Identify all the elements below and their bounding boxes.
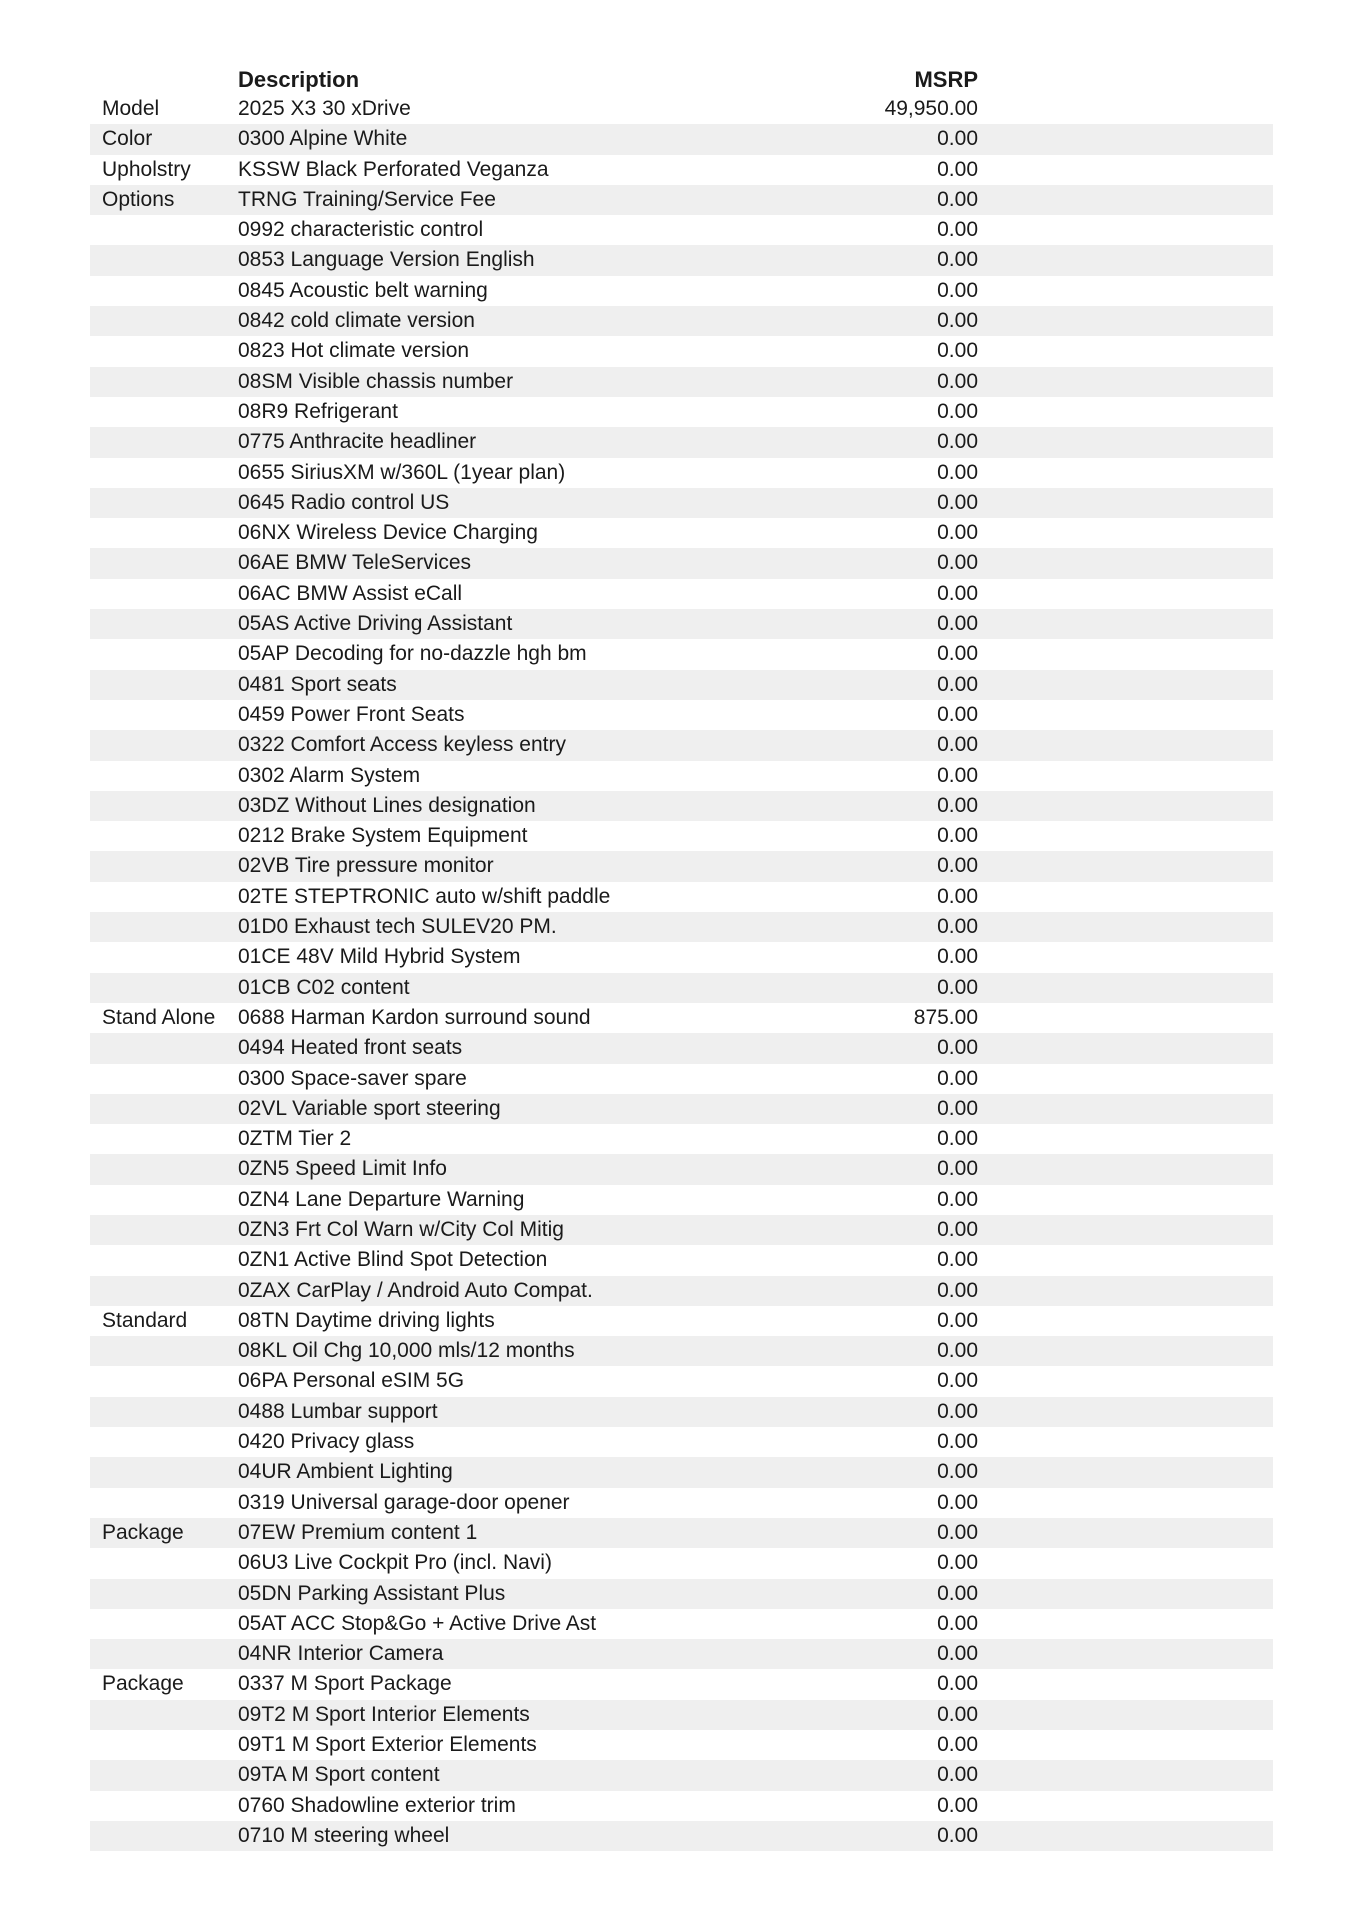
table-row xyxy=(90,397,1273,427)
msrp-cell: 0.00 xyxy=(937,702,978,726)
table-row xyxy=(90,367,1273,397)
category-cell: Color xyxy=(102,127,153,151)
msrp-cell: 0.00 xyxy=(937,824,978,848)
table-row xyxy=(90,1215,1273,1245)
table-row xyxy=(90,730,1273,760)
table-row xyxy=(90,245,1273,275)
description-cell: 0710 M steering wheel xyxy=(238,1823,450,1847)
description-cell: 0655 SiriusXM w/360L (1year plan) xyxy=(238,460,566,484)
msrp-cell: 0.00 xyxy=(937,793,978,817)
msrp-cell: 0.00 xyxy=(937,733,978,757)
table-row xyxy=(90,1548,1273,1578)
table-row xyxy=(90,276,1273,306)
description-cell: 0645 Radio control US xyxy=(238,490,450,514)
table-row xyxy=(90,1791,1273,1821)
msrp-cell: 0.00 xyxy=(937,884,978,908)
description-cell: 0ZN1 Active Blind Spot Detection xyxy=(238,1248,548,1272)
msrp-cell: 0.00 xyxy=(937,218,978,242)
description-cell: KSSW Black Perforated Veganza xyxy=(238,157,549,181)
msrp-cell: 0.00 xyxy=(937,1096,978,1120)
msrp-cell: 0.00 xyxy=(937,248,978,272)
msrp-cell: 0.00 xyxy=(937,672,978,696)
table-row xyxy=(90,670,1273,700)
msrp-cell: 0.00 xyxy=(937,369,978,393)
msrp-cell: 0.00 xyxy=(937,309,978,333)
description-cell: 09TA M Sport content xyxy=(238,1763,440,1787)
msrp-cell: 0.00 xyxy=(937,460,978,484)
msrp-cell: 49,950.00 xyxy=(884,97,978,120)
description-cell: 09T1 M Sport Exterior Elements xyxy=(238,1733,537,1757)
table-row xyxy=(90,548,1273,578)
category-cell: Package xyxy=(102,1520,184,1544)
msrp-cell: 0.00 xyxy=(937,1036,978,1060)
description-cell: 05AS Active Driving Assistant xyxy=(238,612,513,636)
description-cell: 0823 Hot climate version xyxy=(238,339,470,363)
msrp-cell: 0.00 xyxy=(937,1278,978,1302)
description-cell: 06U3 Live Cockpit Pro (incl. Navi) xyxy=(238,1551,552,1575)
description-cell: 0420 Privacy glass xyxy=(238,1430,415,1454)
table-row xyxy=(90,1639,1273,1669)
description-cell: 03DZ Without Lines designation xyxy=(238,793,536,817)
description-cell: 0212 Brake System Equipment xyxy=(238,824,528,848)
table-row xyxy=(90,942,1273,972)
description-cell: 0ZAX CarPlay / Android Auto Compat. xyxy=(238,1278,593,1302)
msrp-cell: 0.00 xyxy=(937,1217,978,1241)
msrp-cell: 0.00 xyxy=(937,1823,978,1847)
table-row xyxy=(90,1669,1273,1699)
description-cell: 04NR Interior Camera xyxy=(238,1642,444,1666)
category-cell: Options xyxy=(102,187,175,211)
description-cell: 05AT ACC Stop&Go + Active Drive Ast xyxy=(238,1611,597,1635)
table-row xyxy=(90,458,1273,488)
msrp-cell: 0.00 xyxy=(937,975,978,999)
table-row xyxy=(90,94,1273,124)
msrp-cell: 0.00 xyxy=(937,1369,978,1393)
table-row xyxy=(90,306,1273,336)
description-cell: 0494 Heated front seats xyxy=(238,1036,463,1060)
category-cell: Model xyxy=(102,97,160,120)
msrp-cell: 0.00 xyxy=(937,127,978,151)
description-cell: 0300 Alpine White xyxy=(238,127,408,151)
table-row xyxy=(90,1821,1273,1851)
table-row xyxy=(90,1579,1273,1609)
table-row xyxy=(90,1154,1273,1184)
msrp-cell: 0.00 xyxy=(937,612,978,636)
table-row xyxy=(90,1730,1273,1760)
description-cell: TRNG Training/Service Fee xyxy=(238,187,496,211)
description-cell: 04UR Ambient Lighting xyxy=(238,1460,453,1484)
msrp-cell: 0.00 xyxy=(937,1157,978,1181)
category-cell: Standard xyxy=(102,1308,188,1332)
msrp-cell: 0.00 xyxy=(937,1430,978,1454)
msrp-cell: 0.00 xyxy=(937,1308,978,1332)
msrp-cell: 0.00 xyxy=(937,1551,978,1575)
description-cell: 0488 Lumbar support xyxy=(238,1399,438,1423)
msrp-cell: 0.00 xyxy=(937,1127,978,1151)
table-row xyxy=(90,518,1273,548)
description-header: Description xyxy=(238,67,360,92)
msrp-cell: 0.00 xyxy=(937,399,978,423)
msrp-cell: 0.00 xyxy=(937,1460,978,1484)
msrp-cell: 0.00 xyxy=(937,1248,978,1272)
description-cell: 08KL Oil Chg 10,000 mls/12 months xyxy=(238,1339,575,1363)
description-cell: 0845 Acoustic belt warning xyxy=(238,278,488,302)
msrp-cell: 0.00 xyxy=(937,1733,978,1757)
table-row xyxy=(90,821,1273,851)
msrp-cell: 0.00 xyxy=(937,1520,978,1544)
table-row xyxy=(90,1457,1273,1487)
description-cell: 0853 Language Version English xyxy=(238,248,535,272)
table-row xyxy=(90,1427,1273,1457)
description-cell: 05AP Decoding for no-dazzle hgh bm xyxy=(238,642,587,666)
table-row xyxy=(90,1306,1273,1336)
table-row xyxy=(90,912,1273,942)
description-cell: 06AC BMW Assist eCall xyxy=(238,581,463,605)
table-row xyxy=(90,155,1273,185)
msrp-cell: 875.00 xyxy=(913,1005,978,1029)
msrp-cell: 0.00 xyxy=(937,521,978,545)
options-table-body xyxy=(90,94,1273,1851)
description-cell: 08TN Daytime driving lights xyxy=(238,1308,495,1332)
option-sheet xyxy=(90,64,1273,1851)
table-row xyxy=(90,1276,1273,1306)
description-cell: 2025 X3 30 xDrive xyxy=(238,97,411,120)
table-row xyxy=(90,609,1273,639)
msrp-cell: 0.00 xyxy=(937,1399,978,1423)
description-cell: 0ZN5 Speed Limit Info xyxy=(238,1157,447,1181)
description-cell: 0760 Shadowline exterior trim xyxy=(238,1793,516,1817)
description-cell: 05DN Parking Assistant Plus xyxy=(238,1581,506,1605)
msrp-cell: 0.00 xyxy=(937,1611,978,1635)
category-cell: Package xyxy=(102,1672,184,1696)
description-cell: 01D0 Exhaust tech SULEV20 PM. xyxy=(238,915,557,939)
description-cell: 0300 Space-saver spare xyxy=(238,1066,467,1090)
msrp-cell: 0.00 xyxy=(937,1763,978,1787)
table-header xyxy=(90,64,1273,94)
description-cell: 0688 Harman Kardon surround sound xyxy=(238,1005,591,1029)
description-cell: 0ZTM Tier 2 xyxy=(238,1127,352,1151)
msrp-cell: 0.00 xyxy=(937,187,978,211)
msrp-cell: 0.00 xyxy=(937,945,978,969)
table-row xyxy=(90,973,1273,1003)
msrp-cell: 0.00 xyxy=(937,157,978,181)
msrp-cell: 0.00 xyxy=(937,430,978,454)
description-cell: 09T2 M Sport Interior Elements xyxy=(238,1702,530,1726)
category-cell: Upholstry xyxy=(102,157,191,181)
table-row xyxy=(90,1245,1273,1275)
description-cell: 06AE BMW TeleServices xyxy=(238,551,472,575)
msrp-cell: 0.00 xyxy=(937,551,978,575)
table-row xyxy=(90,1033,1273,1063)
table-row xyxy=(90,851,1273,881)
description-cell: 0319 Universal garage-door opener xyxy=(238,1490,570,1514)
description-cell: 0ZN3 Frt Col Warn w/City Col Mitig xyxy=(238,1217,564,1241)
description-cell: 06PA Personal eSIM 5G xyxy=(238,1369,465,1393)
msrp-cell: 0.00 xyxy=(937,581,978,605)
description-cell: 08R9 Refrigerant xyxy=(238,399,398,423)
description-cell: 0322 Comfort Access keyless entry xyxy=(238,733,566,757)
table-row xyxy=(90,336,1273,366)
description-cell: 01CB C02 content xyxy=(238,975,410,999)
description-cell: 0459 Power Front Seats xyxy=(238,702,465,726)
table-row xyxy=(90,1397,1273,1427)
msrp-cell: 0.00 xyxy=(937,1490,978,1514)
description-cell: 02VL Variable sport steering xyxy=(238,1096,501,1120)
category-cell: Stand Alone xyxy=(102,1005,216,1029)
msrp-cell: 0.00 xyxy=(937,1187,978,1211)
table-row xyxy=(90,1003,1273,1033)
description-cell: 0ZN4 Lane Departure Warning xyxy=(238,1187,525,1211)
table-row xyxy=(90,1700,1273,1730)
table-row xyxy=(90,1124,1273,1154)
table-row xyxy=(90,215,1273,245)
table-row xyxy=(90,1518,1273,1548)
msrp-cell: 0.00 xyxy=(937,339,978,363)
description-cell: 06NX Wireless Device Charging xyxy=(238,521,538,545)
msrp-cell: 0.00 xyxy=(937,1642,978,1666)
table-row xyxy=(90,1488,1273,1518)
description-cell: 08SM Visible chassis number xyxy=(238,369,514,393)
msrp-cell: 0.00 xyxy=(937,490,978,514)
table-row xyxy=(90,427,1273,457)
msrp-cell: 0.00 xyxy=(937,1672,978,1696)
table-row xyxy=(90,791,1273,821)
description-cell: 0992 characteristic control xyxy=(238,218,484,242)
msrp-cell: 0.00 xyxy=(937,1066,978,1090)
description-cell: 0481 Sport seats xyxy=(238,672,397,696)
description-cell: 0842 cold climate version xyxy=(238,309,475,333)
table-row xyxy=(90,1366,1273,1396)
table-row xyxy=(90,639,1273,669)
table-row xyxy=(90,1064,1273,1094)
table-row xyxy=(90,488,1273,518)
table-row xyxy=(90,1609,1273,1639)
description-cell: 02TE STEPTRONIC auto w/shift paddle xyxy=(238,884,611,908)
table-row xyxy=(90,1760,1273,1790)
msrp-cell: 0.00 xyxy=(937,1581,978,1605)
msrp-header: MSRP xyxy=(914,67,978,92)
table-row xyxy=(90,579,1273,609)
table-row xyxy=(90,700,1273,730)
msrp-cell: 0.00 xyxy=(937,854,978,878)
msrp-cell: 0.00 xyxy=(937,1339,978,1363)
table-row xyxy=(90,1336,1273,1366)
msrp-cell: 0.00 xyxy=(937,642,978,666)
msrp-cell: 0.00 xyxy=(937,1793,978,1817)
table-row xyxy=(90,1094,1273,1124)
description-cell: 0775 Anthracite headliner xyxy=(238,430,477,454)
description-cell: 02VB Tire pressure monitor xyxy=(238,854,494,878)
description-cell: 0302 Alarm System xyxy=(238,763,421,787)
table-row xyxy=(90,185,1273,215)
table-row xyxy=(90,124,1273,154)
msrp-cell: 0.00 xyxy=(937,915,978,939)
description-cell: 01CE 48V Mild Hybrid System xyxy=(238,945,521,969)
msrp-cell: 0.00 xyxy=(937,278,978,302)
table-row xyxy=(90,761,1273,791)
table-row xyxy=(90,882,1273,912)
description-cell: 07EW Premium content 1 xyxy=(238,1520,478,1544)
msrp-cell: 0.00 xyxy=(937,1702,978,1726)
table-row xyxy=(90,1185,1273,1215)
msrp-cell: 0.00 xyxy=(937,763,978,787)
description-cell: 0337 M Sport Package xyxy=(238,1672,452,1696)
